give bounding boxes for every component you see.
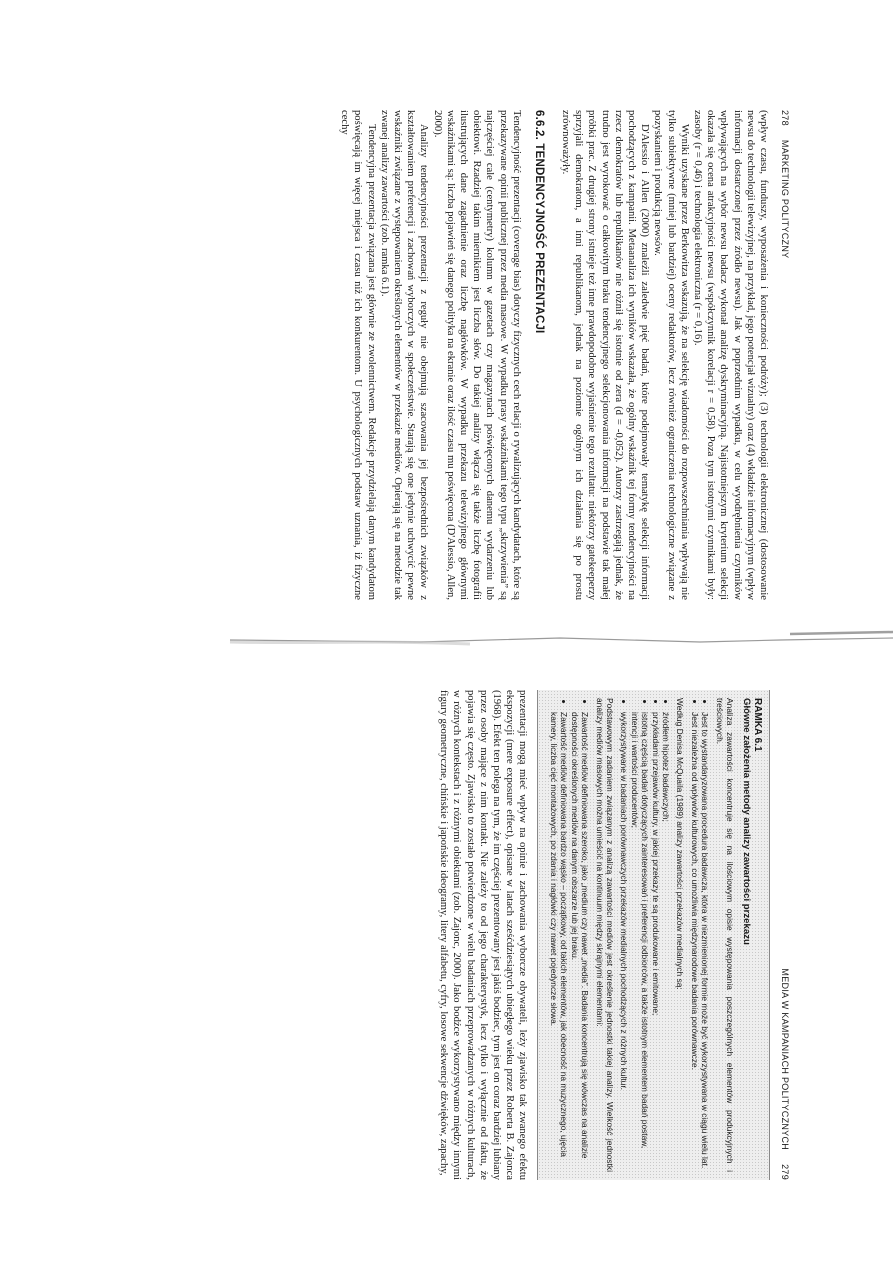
page-number: 279 <box>780 1164 790 1180</box>
running-head-title: MARKETING POLITYCZNY <box>780 139 790 259</box>
sidebar-box <box>538 690 771 1180</box>
box-list <box>689 698 710 1172</box>
list-item: • wykorzystywane w badaniach porównawczych przekazów medialnych pochodzących z różnych kultur. <box>619 712 629 1172</box>
page-number: 278 <box>780 110 790 126</box>
paragraph: prezentacji mogą mieć wpływ na opinie i zachowania wyborcze obywateli, leży zjawisko tak zwanego efektu ekspozycji (mere exposure effect), opisane w latach sześćdziesiątych ubiegłego wieku przez Roberta B. Zajonca (1968). Efekt ten polega na tym, że im częściej prezentowany jest jakiś bodziec, tym jest on coraz bardziej lubiany przez osoby mające z nim kontakt. Nie zależy to od jego charakterystyk, lecz tylko i wyłącznie od faktu, że pojawia się często. Zjawisko to zostało potwierdzone w wielu badaniach przeprowadzanych w różnych kulturach, w różnych kontekstach i z różnymi obiektami (zob. Zajonc, 2000). Jako bodźce wykorzystywano między innymi figury geometryczne, chińskie i japońskie ideogramy, litery alfabetu, cyfry, losowe sekwencje dźwięków, zapachy, <box>438 690 529 1180</box>
running-head <box>780 110 790 600</box>
box-text: Według Denisa McQuaila (1989) analizy zawartości przekazów medialnych są: <box>675 698 686 990</box>
paragraph: (wpływ czasu, funduszy, wyposażenia i konieczności podróży); (3) technologii elektronicznej (dostosowanie newsu do technologii telewizyjnej, na przykład, jego potencjał wizualny) oraz (4) wkładzie informacyjnym (wpływ informacji dostarczonej przez źródło newsu). Jak w poprzednim wypadku, w celu wyodrębnienia czynników wpływających na wybór newsu badacz wykonał analizę dyskryminacyjną. Najistotniejszym kryterium selekcji okazała się ocena atrakcyjności newsu (współczynnik korelacji r = 0,58). Poza tym istotnymi czynnikami były: zasoby (r = 0,46) i technologia elektroniczna (r = 0,16). <box>691 110 769 600</box>
box-list <box>619 698 671 1172</box>
scan-artifact <box>0 618 893 658</box>
list-item: • Jest niezależna od wpływów kulturowych, co umożliwia międzynarodowe badania porównawcze. <box>689 712 699 1172</box>
box-title: RAMKA 6.1 <box>752 698 763 752</box>
paragraph: Wyniki uzyskane przez Berkowitza wskazują, że na selekcję wiadomości do rozpowszechniania wpływają nie tylko subiektywne (mniej lub bardziej) oceny redaktorów, lecz również ograniczenia technologiczne związane z pozyskaniem i produkcją newsów. <box>652 110 690 600</box>
section-heading: 6.6.2. TENDENCYJNOŚĆ PREZENTACJI <box>532 110 545 334</box>
paragraph: Tendencyjność prezentacji (coverage bias) dotyczy fizycznych cech relacji o rywalizujących kandydatach, które są przekazywane opinii publicznej przez media masowe. W wypadku prasy wskaźnikami tego typu „skrzywienia” są najczęściej cale (centymetry) kolumn w gazetach czy magazynach poświęconych danemu wydarzeniu lub obiektowi. Rzadziej takim miernikiem jest liczba słów. Do takiej analizy włącza się także liczbę fotografii ilustrujących dane zagadnienie oraz liczbę nagłówków. W wypadku przekazu telewizyjnego głównymi wskaźnikami są: liczba pojawień się danego polityka na ekranie oraz ilość czasu mu poświęcona (D'Alessio, Allen, 2000). <box>431 110 522 600</box>
box-list <box>549 698 591 1172</box>
page-279 <box>95 690 790 1180</box>
list-item: • Jest to wystandaryzowana procedura badawcza, która w niezmienionej formie może być wykorzystywana w ciągu wielu lat. <box>700 712 710 1172</box>
box-subtitle: Główne założenia metody analizy zawartości przekazu <box>741 698 752 945</box>
list-item: • istotną częścią badań dotyczących zainteresowań i preferencji odbiorców, a także istotnym elementem badań postaw, intencji i wartości producentów; <box>629 712 650 1172</box>
page-278 <box>95 110 790 600</box>
box-text: Podstawowym zadaniem związanym z analizą zawartości mediów jest określenie jednostki takiej analizy. Wielkość jednostki analizy mediów masowych można umieścić na kontinuum między skrajnymi elementami: <box>594 698 615 1172</box>
running-head-title: MEDIA W KAMPANIACH POLITYCZNYCH <box>780 968 790 1151</box>
running-head <box>780 690 790 1180</box>
box-text: Analiza zawartości koncentruje się na ilościowym opisie występowania poszczególnych elementów produkcyjnych i treściowych. <box>714 698 735 1172</box>
paragraph: D'Alessio i Allen (2000) znaleźli zaledwie pięć badań, które podejmowały tematykę selekcji informacji pochodzących z kampanii. Metaanaliza ich wyników wskazała, że ogólny wskaźnik tej formy tendencyjności na rzecz demokratów lub republikanów nie różnił się istotnie od zera (d = -0,052). Autorzy zastrzegają jednak, że trudno jest wyrokować o całkowitym braku tendencyjnego selekcjonowania informacji na podstawie tak małej próbki prac. Z drugiej strony istnieje też inne prawdopodobne wyjaśnienie tego rezultatu: niektórzy gatekeeperzy sprzyjali demokratom, a inni republikanom, jednak na poziomie ogólnym ich działania się po prostu zrównoważyły. <box>559 110 651 600</box>
paragraph: Analizy tendencyjności prezentacji z reguły nie obejmują szacowania jej bezpośrednich związków z kształtowaniem preferencji i zachowań wyborczych w społeczeństwie. Starają się one jedynie uchwycić pewne wskaźniki związane z występowaniem określonych elementów w przekazie mediów. Opierają się na metodzie tak zwanej analizy zawartości (zob. ramka 6.1). <box>378 110 430 600</box>
list-item: • Zawartość mediów definiowana bardzo wąsko – początkowy, od takich elementów, jak obecność na muzycznego, ujęcia kamery, liczba cięć montażowych, po zdania i nagłówki czy nawet pojedyncze słowa. <box>549 712 570 1172</box>
list-item: • Zawartość mediów definiowana szeroko, jako „medium czy nawet „media”. Badania koncentrują się wówczas na analizie dostępności określonych mediów na danym obszarze lub jej braku. <box>569 712 590 1172</box>
list-item: • przykładami przejawów kultury, w jakiej przekazy te są produkowane i emitowane; <box>650 712 660 1172</box>
paragraph: Tendencyjna prezentacja związana jest głównie ze zwolennictwem. Redakcje przydzielają danym kandydatom poświęcają im więcej miejsca i czasu niż ich konkurentom. U psychologicznych podstaw uznania, iż fizyczne cechy <box>339 110 377 600</box>
list-item: • źródłem hipotez badawczych; <box>661 712 671 1172</box>
